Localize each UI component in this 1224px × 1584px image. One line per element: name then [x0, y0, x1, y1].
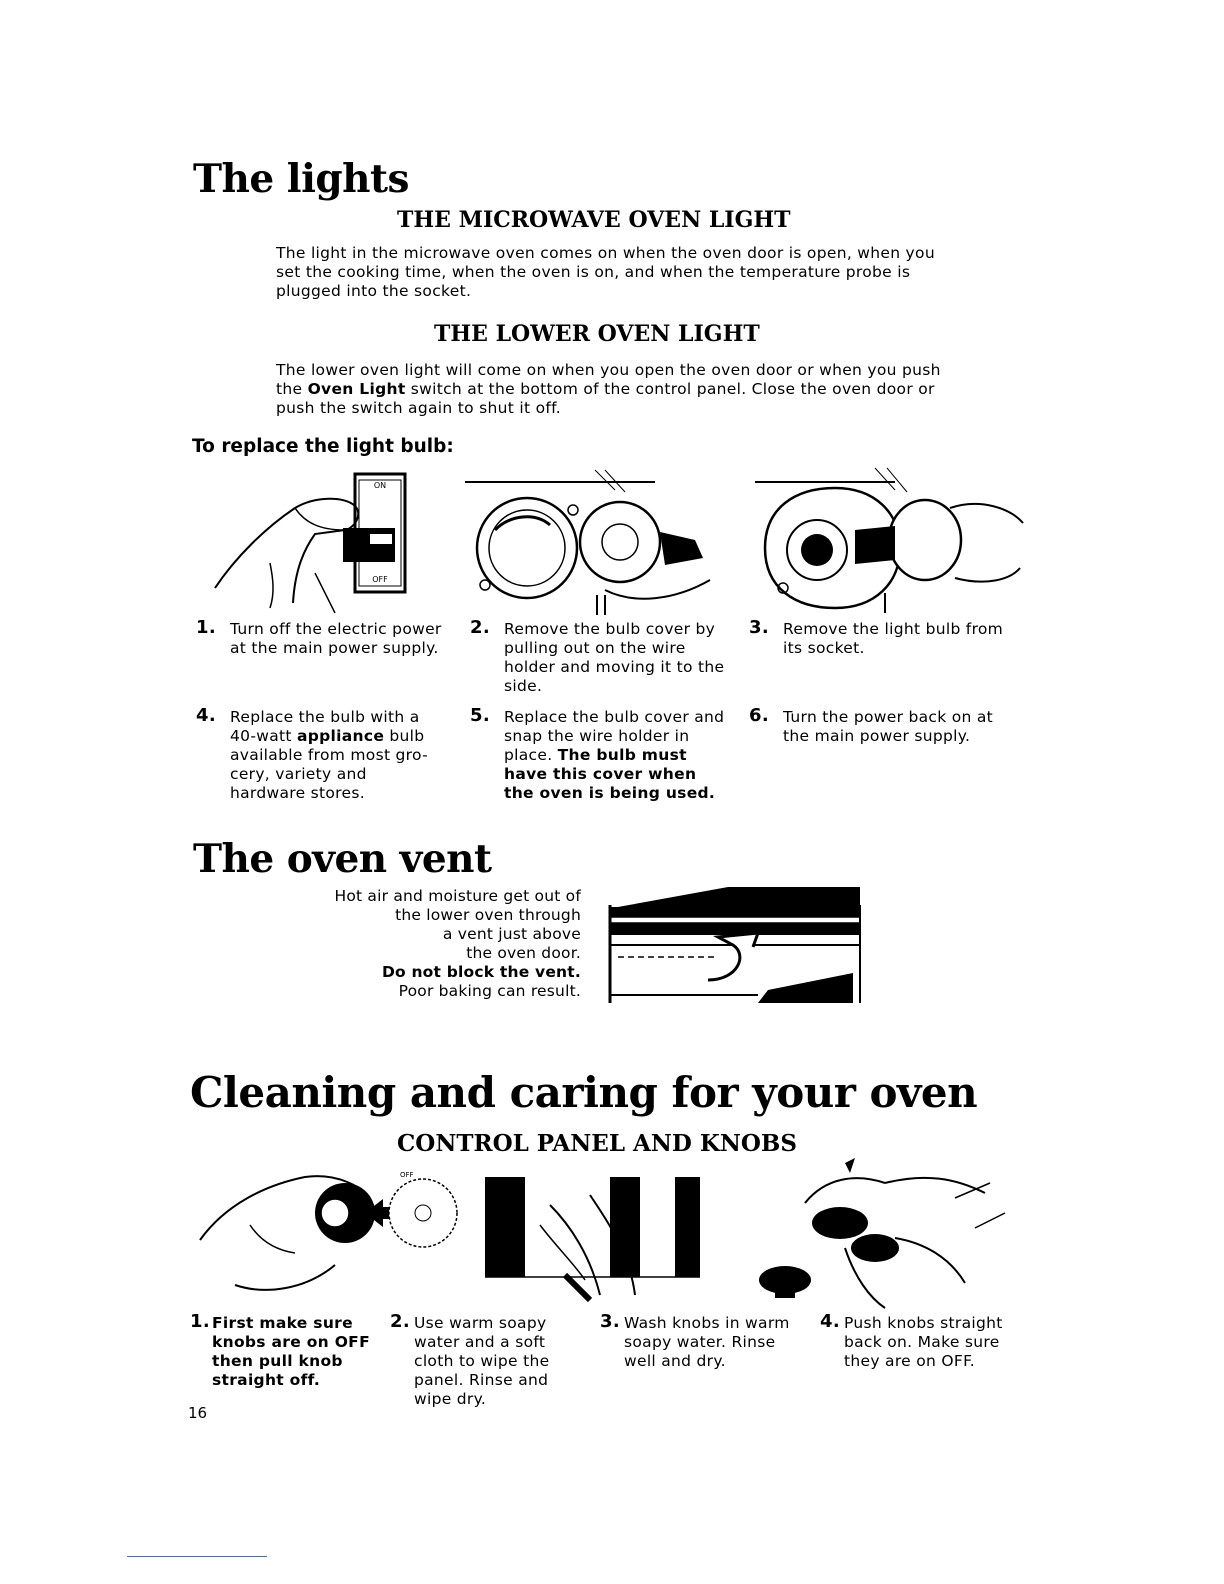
oven-light-switch-name: Oven Light [307, 380, 406, 398]
lower-light-heading: THE LOWER OVEN LIGHT [434, 321, 760, 347]
remove-bulb-cover-illustration [465, 470, 730, 615]
power-switch-illustration [195, 468, 420, 618]
wipe-panel-illustration [480, 1165, 705, 1310]
lights-heading: The lights [193, 156, 409, 202]
control-panel-heading: CONTROL PANEL AND KNOBS [397, 1130, 797, 1157]
replace-bulb-heading: To replace the light bulb: [192, 436, 454, 457]
cleaning-heading: Cleaning and caring for your oven [190, 1068, 978, 1117]
lower-light-text: The lower oven light will come on when you open the oven door or when you push the Oven Light switch at the bottom of the control panel. Close the oven door or push the switch again to shut it off. [276, 361, 941, 417]
oven-vent-heading: The oven vent [193, 836, 492, 882]
bottom-rule [127, 1556, 267, 1557]
pull-knob-illustration [195, 1165, 465, 1310]
replace-knobs-illustration [755, 1158, 1015, 1313]
switch-off-label: OFF [372, 575, 388, 584]
page-number: 16 [188, 1404, 208, 1422]
oven-vent-text: Hot air and moisture get out of the lower oven through a vent just above the oven door. Do not block the vent. Poor baking can result. [334, 887, 581, 1000]
microwave-light-heading: THE MICROWAVE OVEN LIGHT [397, 207, 791, 233]
knob-off-label: OFF [400, 1171, 414, 1179]
remove-light-bulb-illustration [755, 468, 1025, 613]
switch-on-label: ON [373, 481, 387, 490]
microwave-light-text: The light in the microwave oven comes on when the oven door is open, when you set the cooking time, when the oven is on, and when the temperature probe is plugged into the socket. [276, 244, 935, 300]
oven-vent-illustration [608, 885, 863, 1003]
